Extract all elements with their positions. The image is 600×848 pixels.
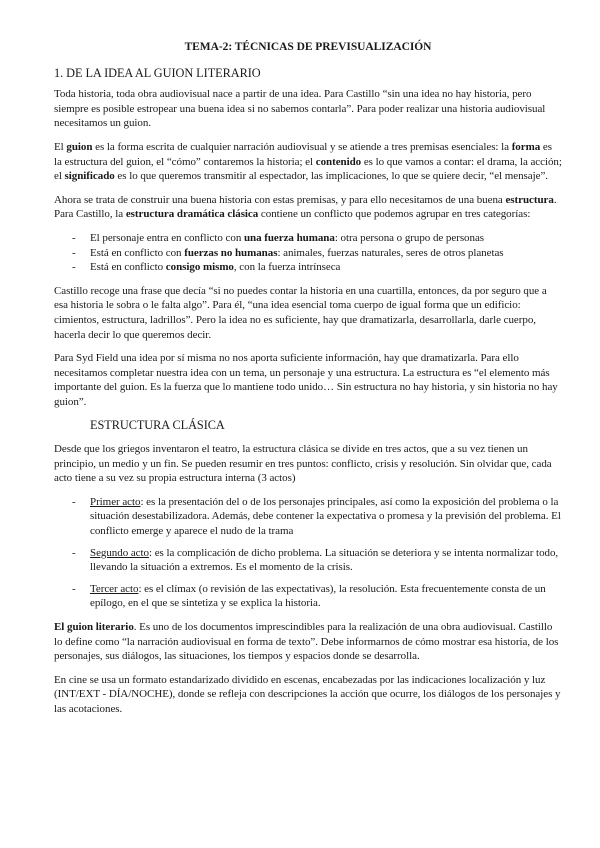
paragraph-guion-literario: El guion literario. Es uno de los documentos imprescindibles para la realización de una obra audiovisual. Castillo lo define como “la narración audiovisual en forma de texto”. Debe informarnos de cómo mostrar esa historia, de los personajes, sus diálogos, las situaciones, los tiempos y espacios donde se desarrolla. <box>54 621 559 663</box>
term-guion: guion <box>66 140 93 153</box>
term-forma: forma <box>511 140 541 153</box>
list-item: - Tercer acto: es el clímax (o revisión de las expectativas), la resolución. Esta frecuentemente consta de un epílogo, en el que se sintetiza y se explica la historia. <box>72 582 546 610</box>
document-title: TEMA-2: TÉCNICAS DE PREVISUALIZACIÓN <box>184 41 432 53</box>
dash-bullet: - <box>72 546 76 559</box>
paragraph-griegos: Desde que los griegos inventaron el teatro, la estructura clásica se divide en tres actos, que a su vez tienen un principio, un medio y un fin. Se pueden resumir en tres puntos: conflicto, crisis y resolución. Sin olvidar que, cada acto tiene a su vez su propia estructura interna (3 actos) <box>54 443 552 485</box>
conflict-list <box>54 231 562 275</box>
paragraph-formato-cine: En cine se usa un formato estandarizado dividido en escenas, encabezadas por las indicaciones localización y luz (INT/EXT - DÍA/NOCHE), donde se refleja con descripciones la acción que ocurre, los diálogos de los personajes y las acotaciones. <box>54 673 561 715</box>
paragraph-intro: Toda historia, toda obra audiovisual nace a partir de una idea. Para Castillo “sin una idea no hay historia, pero siempre es posible estropear una buena idea si no sabemos contarla”. Para poder realizar una historia audiovisual necesitamos un guion. <box>54 88 546 130</box>
section-heading-estructura-clasica: ESTRUCTURA CLÁSICA <box>90 418 225 433</box>
act-label: Segundo acto <box>90 546 149 559</box>
list-item: - Primer acto: es la presentación del o de los personajes principales, así como la exposición del problema o la situación desestabilizadora. Además, debe contener la expectativa o promesa y la previsión del problema. El conflicto emerge y aparece el nudo de la trama <box>72 495 561 538</box>
dash-bullet: - <box>72 495 76 508</box>
list-item: - Está en conflicto consigo mismo, con la fuerza intrínseca <box>72 261 341 274</box>
paragraph-castillo-quote: Castillo recoge una frase que decía “si no puedes contar la historia en una cuartilla, entonces, da por seguro que a esa historia le sobra o le falta algo”. Para él, “una idea esencial toma cuerpo de igual forma que un edificio: cimientos, estructura, ladrillos”. Pero la idea no es suficiente, hay que dramatizarla, desarrollarla, darle cuerpo, hacerla decir lo que queremos decir. <box>54 284 547 341</box>
dash-bullet: - <box>72 231 76 244</box>
paragraph-syd-field: Para Syd Field una idea por sí misma no nos aporta suficiente información, hay que dramatizarla. Para ello necesitamos completar nuestra idea con un tema, un personaje y una estructura. La estructura es “el elemento más importante del guion. Es la fuerza que lo mantiene todo unido… Sin estructura no hay historia, y sin historia no hay guion”. <box>54 352 558 408</box>
act-label: Primer acto <box>90 495 141 508</box>
act-label: Tercer acto <box>90 582 139 595</box>
term-estructura: estructura <box>505 193 554 206</box>
section-heading-idea-guion: 1. DE LA IDEA AL GUION LITERARIO <box>54 65 261 80</box>
acts-list <box>54 495 562 611</box>
term-contenido: contenido <box>315 155 362 168</box>
list-item: - Segundo acto: es la complicación de dicho problema. La situación se deteriora y se intenta normalizar todo, llevando la situación a extremos. Es el momento de la crisis. <box>72 546 559 574</box>
dash-bullet: - <box>72 246 76 259</box>
term-guion-literario: El guion literario <box>54 621 134 633</box>
dash-bullet: - <box>72 261 76 274</box>
dash-bullet: - <box>72 582 76 595</box>
paragraph-guion-definition: El guion es la forma escrita de cualquier narración audiovisual y se atiende a tres premisas esenciales: la forma es la estructura del guion, el “cómo” contaremos la historia; el contenido es lo que vamos a contar: el drama, la acción; el significado es lo que queremos transmitir al espectador, las implicaciones, lo que se quiere decir, “el mensaje”. <box>54 140 562 183</box>
list-item: - Está en conflicto con fuerzas no humanas: animales, fuerzas naturales, seres de otros planetas <box>72 246 504 259</box>
list-item: - El personaje entra en conflicto con una fuerza humana: otra persona o grupo de personas <box>72 231 485 244</box>
paragraph-estructura: Ahora se trata de construir una buena historia con estas premisas, y para ello necesitamos de una buena estructura. Para Castillo, la estructura dramática clásica contiene un conflicto que podemos agrupar en tres categorías: <box>54 193 557 221</box>
term-significado: significado <box>64 170 115 183</box>
term-estructura-dramatica: estructura dramática clásica <box>125 208 259 221</box>
